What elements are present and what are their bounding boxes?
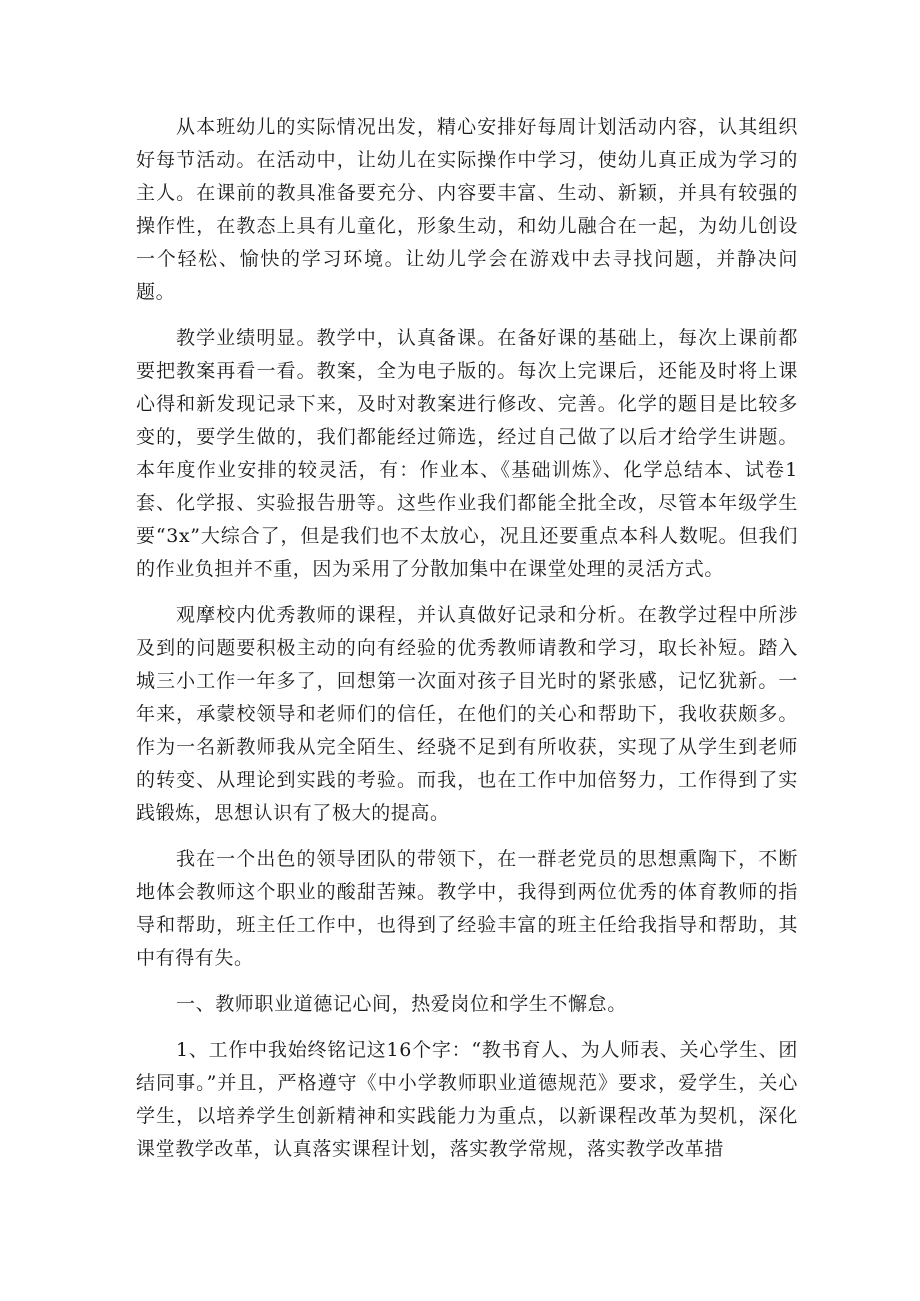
paragraph-1: 从本班幼儿的实际情况出发，精心安排好每周计划活动内容，认其组织好每节活动。在活动中，让幼儿在实际操作中学习，使幼儿真正成为学习的主人。在课前的教具准备要充分、内容要丰富、生动、新颖，并具有较强的操作性，在教态上具有儿童化，形象生动，和幼儿融合在一起，为幼儿创设一个轻松、愉快的学习环境。让幼儿学会在游戏中去寻找问题，并静决问题。 — [136, 116, 798, 303]
section-heading: 一、教师职业道德记心间，热爱岗位和学生不懈怠。 — [176, 993, 627, 1015]
paragraph-2: 教学业绩明显。教学中，认真备课。在备好课的基础上，每次上课前都要把教案再看一看。教案，全为电子版的。每次上完课后，还能及时将上课心得和新发现记录下来，及时对教案进行修改、完善。化学的题目是比较多变的，要学生做的，我们都能经过筛选，经过自己做了以后才给学生讲题。本年度作业安排的较灵活，有：作业本、《基础训炼》、化学总结本、试卷1套、化学报、实验报告册等。这些作业我们都能全批全改，尽管本年级学生要“3x”大综合了，但是我们也不太放心，况且还要重点本科人数呢。但我们的作业负担并不重，因为采用了分散加集中在课堂处理的灵活方式。 — [136, 327, 798, 580]
document-body — [136, 111, 798, 1179]
paragraph-4: 我在一个出色的领导团队的带领下，在一群老党员的思想熏陶下，不断地体会教师这个职业的酸甜苦辣。教学中，我得到两位优秀的体育教师的指导和帮助，班主任工作中，也得到了经验丰富的班主任给我指导和帮助，其中有得有失。 — [136, 848, 798, 969]
paragraph-3: 观摩校内优秀教师的课程，并认真做好记录和分析。在教学过程中所涉及到的问题要积极主动的向有经验的优秀教师请教和学习，取长补短。踏入城三小工作一年多了，回想第一次面对孩子目光时的紧张感，记忆犹新。一年来，承蒙校领导和老师们的信任，在他们的关心和帮助下，我收获颇多。作为一名新教师我从完全陌生、经骁不足到有所收获，实现了从学生到老师的转变、从理论到实践的考验。而我，也在工作中加倍努力，工作得到了实践锻炼，思想认识有了极大的提高。 — [136, 604, 798, 824]
paragraph-5: 1、工作中我始终铭记这16个字：“教书育人、为人师表、关心学生、团结同事。”并且，严格遵守《中小学教师职业道德规范》要求，爱学生，关心学生，以培养学生创新精神和实践能力为重点，以新课程改革为契机，深化课堂教学改革，认真落实课程计划，落实教学常规，落实教学改革措 — [136, 1039, 798, 1160]
